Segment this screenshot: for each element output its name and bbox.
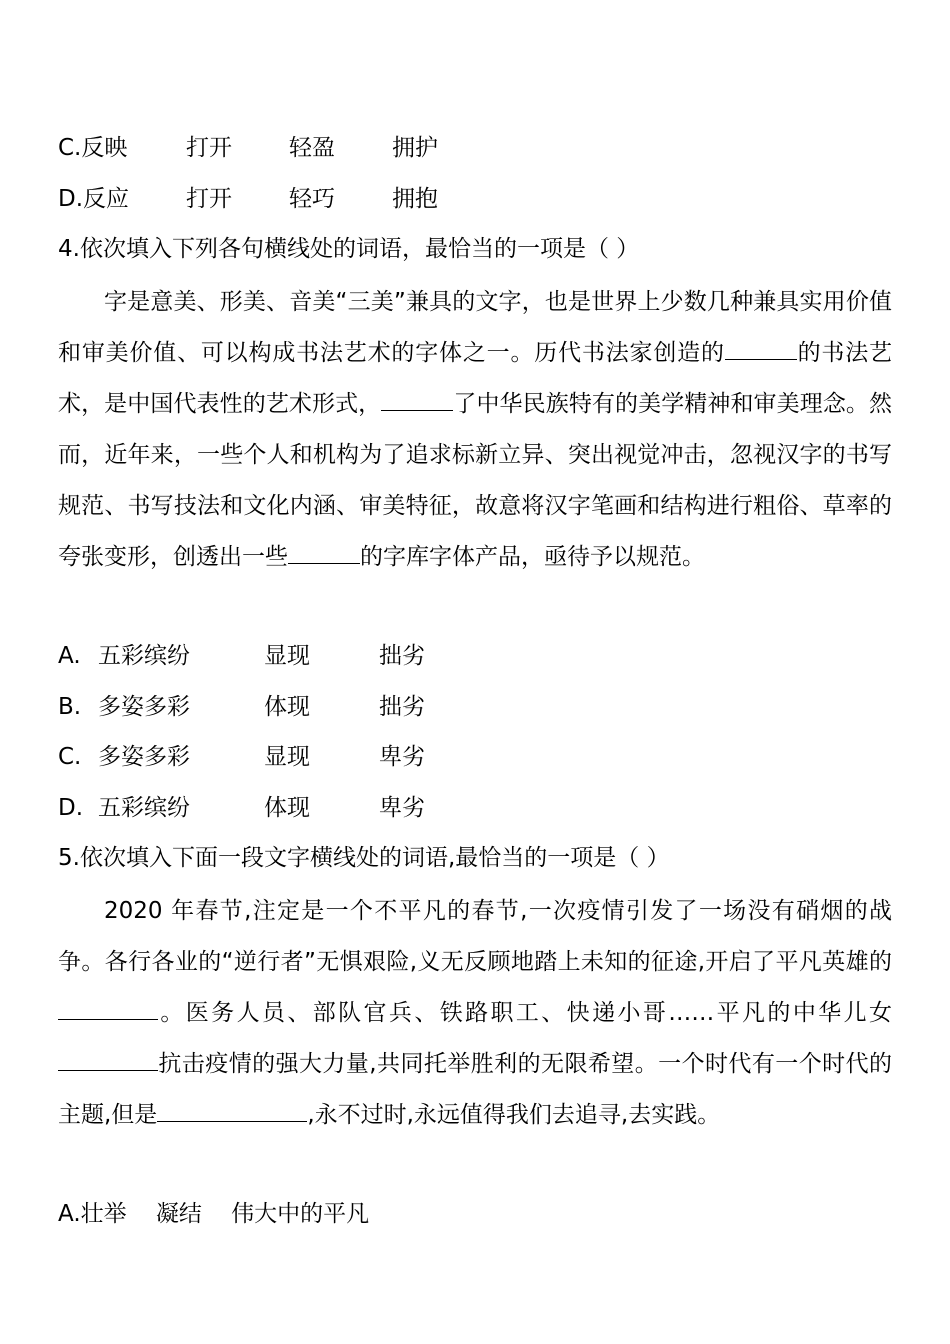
q4-option-c	[58, 742, 892, 772]
option-word: 拙劣	[379, 643, 425, 669]
q5-stem: 5.依次填入下面一段文字横线处的词语,最恰当的一项是（ ）	[58, 845, 670, 871]
option-word: 打开	[186, 135, 232, 161]
option-word: 轻巧	[289, 186, 335, 212]
option-word: 多姿多彩	[98, 694, 190, 720]
blank-line	[58, 997, 158, 1020]
option-letter: C.	[58, 744, 82, 770]
option-word: 显现	[264, 643, 310, 669]
option-letter-word: D.反应	[58, 186, 130, 212]
q4-option-d	[58, 793, 892, 823]
option-word: 多姿多彩	[98, 744, 190, 770]
option-word: 五彩缤纷	[98, 795, 190, 821]
option-word: 卑劣	[379, 744, 425, 770]
option-letter: A.	[58, 643, 81, 669]
q3-option-c	[58, 133, 892, 163]
blank-line	[157, 1099, 307, 1122]
q4-passage: 字是意美、形美、音美“三美”兼具的文字，也是世界上少数几种兼具实用价值和审美价值、可以构成书法艺术的字体之一。历代书法家创造的 的书法艺术，是中国代表性的艺术形式， 了中华民族特有的美学精神和审美理念。然而，近年来，一些个人和机构为了追求标新立异、突出视觉冲击，忽视汉字的书写规范、书写技法和文化内涵、审美特征，故意将汉字笔画和结构进行粗俗、草率的夸张变形，创透出一些 的字库字体产品，亟待予以规范。	[58, 289, 893, 570]
option-word: 显现	[264, 744, 310, 770]
option-word: 五彩缤纷	[98, 643, 190, 669]
option-word: 体现	[264, 795, 310, 821]
q4-stem: 4.依次填入下列各句横线处的词语，最恰当的一项是（ ）	[58, 236, 640, 262]
option-word: 拥护	[392, 135, 438, 161]
q4-option-a	[58, 641, 892, 671]
option-word: 拙劣	[379, 694, 425, 720]
q5-option-a: A.壮举 凝结 伟大中的平凡	[58, 1201, 370, 1227]
option-word: 打开	[186, 186, 232, 212]
q5-passage: 2020 年春节,注定是一个不平凡的春节,一次疫情引发了一场没有硝烟的战争。各行各业的“逆行者”无惧艰险,义无反顾地踏上未知的征途,开启了平凡英雄的。医务人员、部队官兵、铁路职工、快递小哥……平凡的中华儿女抗击疫情的强大力量,共同托举胜利的无限希望。一个时代有一个时代的主题,但是 ,永不过时,永远值得我们去追寻,去实践。	[58, 898, 892, 1128]
q4-option-b	[58, 692, 892, 722]
option-word: 拥抱	[392, 186, 438, 212]
blank-line	[288, 541, 360, 564]
option-letter-word: C.反映	[58, 135, 128, 161]
blank-line	[725, 337, 797, 360]
option-word: 体现	[264, 694, 310, 720]
option-letter: B.	[58, 694, 82, 720]
q3-option-d	[58, 184, 892, 214]
option-word: 卑劣	[379, 795, 425, 821]
blank-line	[58, 1048, 158, 1071]
option-word: 轻盈	[289, 135, 335, 161]
option-letter: D.	[58, 795, 84, 821]
blank-line	[381, 388, 453, 411]
